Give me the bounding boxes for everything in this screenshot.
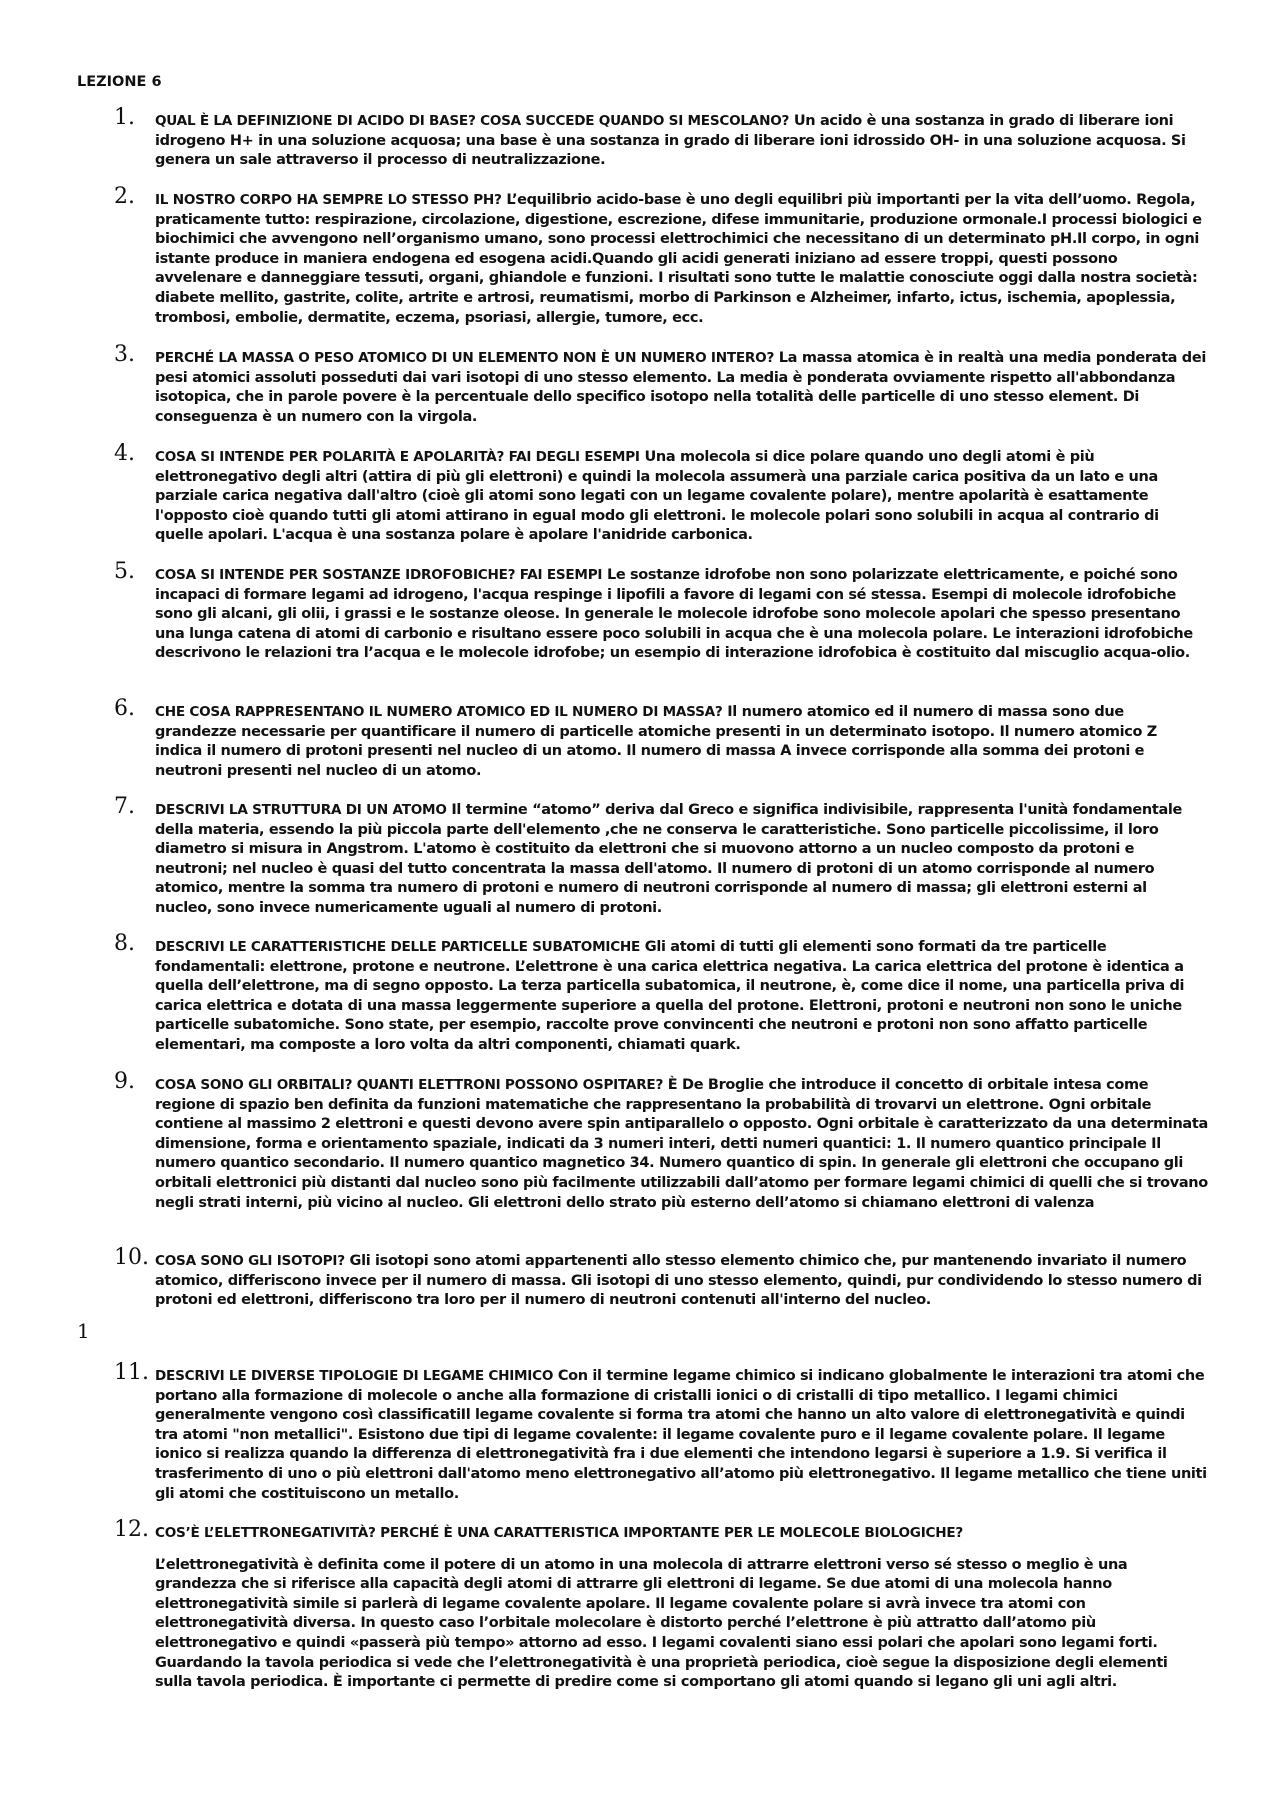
item-question: CHE COSA RAPPRESENTANO IL NUMERO ATOMICO ED IL NUMERO DI MASSA? xyxy=(155,704,723,720)
item-number: 8. xyxy=(114,931,135,956)
item-answer: Una molecola si dice polare quando uno degli atomi è più elettronegativo degli altri (attira di più gli elettroni) e quindi la molecola assumerà una parziale carica positiva da un lato e una parziale carica negativa dall'altro (cioè gli atomi sono legati con un legame covalente polare), mentre apolarità è esattamente l'opposto cioè quando tutti gli atomi attirano in egual modo gli elettroni. le molecole polari sono solubili in acqua al contrario di quelle apolari. L'acqua è una sostanza polare è apolare l'anidride carbonica. xyxy=(155,449,1159,544)
item-text xyxy=(155,1252,1208,1311)
item-text xyxy=(155,801,1208,919)
list-item xyxy=(110,696,1210,781)
item-number: 7. xyxy=(114,794,135,819)
item-number: 6. xyxy=(114,696,135,721)
item-question: DESCRIVI LE DIVERSE TIPOLOGIE DI LEGAME CHIMICO xyxy=(155,1368,554,1384)
item-answer: L’elettronegatività è definita come il potere di un atomo in una molecola di attrarre elettroni verso sé stesso o meglio è una grandezza che si riferisce alla capacità degli atomi di attrarre gli elettroni di legame. Se due atomi di una molecola hanno elettronegatività simile si parlerà di legame covalente apolare. Il legame covalente polare si avrà invece tra atomi con elettronegatività diversa. In questo caso l’orbitale molecolare è distorto perché l’elettrone è più attratto dall’atomo più elettronegativo e quindi «passerà più tempo» attorno ad esso. I legami covalenti siano essi polari che apolari sono legami forti. Guardando la tavola periodica si vede che l’elettronegatività è una proprietà periodica, cioè segue la disposizione degli elementi sulla tavola periodica. È importante ci permette di predire come si comportano gli atomi quando si legano gli uni agli altri. xyxy=(155,1556,1168,1691)
lesson-title: LEZIONE 6 xyxy=(77,74,162,90)
item-answer: La massa atomica è in realtà una media ponderata dei pesi atomici assoluti posseduti dai vari isotopi di uno stesso elemento. La media è ponderata ovviamente rispetto all'abbondanza isotopica, che in parole povere è la percentuale dello specifico isotopo nella totalità delle particelle di uno stesso element. Di conseguenza è un numero con la virgola. xyxy=(155,350,1206,425)
item-question: COSA SI INTENDE PER SOSTANZE IDROFOBICHE? FAI ESEMPI xyxy=(155,567,603,583)
item-question: COSA SONO GLI ISOTOPI? xyxy=(155,1253,345,1269)
item-answer: L’equilibrio acido-base è uno degli equilibri più importanti per la vita dell’uomo. Regola, praticamente tutto: respirazione, circolazione, digestione, escrezione, difese immunitarie, produzione ormonale.I processi biologici e biochimici che avvengono nell’organismo umano, sono processi elettrochimici che necessitano di un determinato pH.Il corpo, in ogni istante produce in maniera endogena ed esogena acidi.Quando gli acidi generati iniziano ad essere troppi, questi possono avvelenare e danneggiare tessuti, organi, ghiandole e funzioni. I risultati sono tutte le malattie conosciute oggi dalla nostra società: diabete mellito, gastrite, colite, artrite e artrosi, reumatismi, morbo di Parkinson e Alzheimer, infarto, ictus, ischemia, apoplessia, trombosi, embolie, dermatite, eczema, psoriasi, allergie, tumore, ecc. xyxy=(155,192,1202,326)
item-number: 9. xyxy=(114,1069,135,1094)
item-number: 11. xyxy=(114,1360,149,1385)
item-text xyxy=(155,1367,1208,1504)
item-answer: Gli atomi di tutti gli elementi sono formati da tre particelle fondamentali: elettrone, protone e neutrone. L’elettrone è una carica elettrica negativa. La carica elettrica del protone è identica a quella dell’elettrone, ma di segno opposto. La terza particella subatomica, il neutrone, è, come dice il nome, una particella priva di carica elettrica e dotata di una massa leggermente superiore a quella del protone. Elettroni, protoni e neutroni non sono le uniche particelle subatomiche. Sono state, per esempio, raccolte prove convincenti che neutroni e protoni non sono affatto particelle elementari, ma composte a loro volta da altri componenti, chiamati quark. xyxy=(155,939,1185,1053)
item-question: COSA SI INTENDE PER POLARITÀ E APOLARITÀ? FAI DEGLI ESEMPI xyxy=(155,449,640,465)
item-question: COS’È L’ELETTRONEGATIVITÀ? PERCHÉ È UNA CARATTERISTICA IMPORTANTE PER LE MOLECOLE BIOLOGICHE? xyxy=(155,1525,964,1541)
item-answer: Le sostanze idrofobe non sono polarizzate elettricamente, e poiché sono incapaci di formare legami ad idrogeno, l'acqua respinge i lipofili a favore di legami con sé stessa. Esempi di molecole idrofobiche sono gli alcani, gli olii, i grassi e le sostanze oleose. In generale le molecole idrofobe sono molecole apolari che spesso presentano una lunga catena di atomi di carbonio e risultano essere poco solubili in acqua che è una molecola polare. Le interazioni idrofobiche descrivono le relazioni tra l’acqua e le molecole idrofobe; un esempio di interazione idrofobica è costituito dal miscuglio acqua-olio. xyxy=(155,567,1193,662)
item-text xyxy=(155,191,1208,328)
list-item xyxy=(110,1245,1210,1311)
item-answer: Un acido è una sostanza in grado di liberare ioni idrogeno H+ in una soluzione acquosa; una base è una sostanza in grado di liberare ioni idrossido OH- in una soluzione acquosa. Si genera un sale attraverso il processo di neutralizzazione. xyxy=(155,113,1186,169)
list-item xyxy=(110,1069,1210,1213)
item-question: IL NOSTRO CORPO HA SEMPRE LO STESSO PH? xyxy=(155,192,502,208)
item-answer: Il termine “atomo” deriva dal Greco e significa indivisibile, rappresenta l'unità fondamentale della materia, essendo la più piccola parte dell'elemento ,che ne conserva le caratteristiche. Sono particelle piccolissime, il loro diametro si misura in Angstrom. L'atomo è costituito da elettroni che si muovono attorno a un nucleo composto da protoni e neutroni; nel nucleo è quasi del tutto concentrata la massa dell'atomo. Il numero di protoni di un atomo corrisponde al numero atomico, mentre la somma tra numero di protoni e numero di neutroni corrisponde al numero di massa; gli elettroni esterni al nucleo, sono invece numericamente uguali al numero di protoni. xyxy=(155,802,1182,916)
list-item xyxy=(110,559,1210,664)
item-question: COSA SONO GLI ORBITALI? QUANTI ELETTRONI POSSONO OSPITARE? xyxy=(155,1077,664,1093)
list-item xyxy=(110,105,1210,171)
item-number: 1. xyxy=(114,105,135,130)
list-item xyxy=(110,441,1210,546)
item-text xyxy=(155,703,1208,781)
item-text xyxy=(155,566,1208,664)
list-item xyxy=(110,1360,1210,1504)
list-item xyxy=(110,794,1210,919)
item-number: 2. xyxy=(114,184,135,209)
item-number: 4. xyxy=(114,441,135,466)
item-text xyxy=(155,349,1208,427)
page-number: 1 xyxy=(77,1319,90,1343)
item-number: 3. xyxy=(114,342,135,367)
list-item xyxy=(110,931,1210,1056)
item-number: 12. xyxy=(114,1517,149,1542)
list-item xyxy=(110,1517,1210,1693)
item-number: 10. xyxy=(114,1245,149,1270)
item-question: QUAL È LA DEFINIZIONE DI ACIDO DI BASE? COSA SUCCEDE QUANDO SI MESCOLANO? xyxy=(155,113,790,129)
item-question: PERCHÉ LA MASSA O PESO ATOMICO DI UN ELEMENTO NON È UN NUMERO INTERO? xyxy=(155,350,775,366)
item-number: 5. xyxy=(114,559,135,584)
item-answer: È De Broglie che introduce il concetto di orbitale intesa come regione di spazio ben definita da funzioni matematiche che rappresentano la probabilità di trovarvi un elettrone. Ogni orbitale contiene al massimo 2 elettroni e questi devono avere spin antiparallelo o opposto. Ogni orbitale è caratterizzato da una determinata dimensione, forma e orientamento spaziale, indicati da 3 numeri interi, detti numeri quantici: 1. Il numero quantico principale Il numero quantico secondario. Il numero quantico magnetico 34. Numero quantico di spin. In generale gli elettroni che occupano gli orbitali elettronici più distanti dal nucleo sono più facilmente utilizzabili dall’atomo per formare legami chimici di quelli che si trovano negli strati interni, più vicino al nucleo. Gli elettroni dello strato più esterno dell’atomo si chiamano elettroni di valenza xyxy=(155,1077,1208,1211)
item-text xyxy=(155,1076,1208,1213)
item-text xyxy=(155,1524,1208,1693)
item-text xyxy=(155,112,1208,171)
item-question: DESCRIVI LA STRUTTURA DI UN ATOMO xyxy=(155,802,447,818)
list-item xyxy=(110,184,1210,328)
item-text xyxy=(155,938,1208,1056)
item-answer: Il numero atomico ed il numero di massa sono due grandezze necessarie per quantificare il numero di particelle atomiche presenti in un determinato isotopo. Il numero atomico Z indica il numero di protoni presenti nel nucleo di un atomo. Il numero di massa A invece corrisponde alla somma dei protoni e neutroni presenti nel nucleo di un atomo. xyxy=(155,704,1157,779)
list-item xyxy=(110,342,1210,427)
item-question: DESCRIVI LE CARATTERISTICHE DELLE PARTICELLE SUBATOMICHE xyxy=(155,939,641,955)
item-text xyxy=(155,448,1208,546)
item-answer: Con il termine legame chimico si indicano globalmente le interazioni tra atomi che portano alla formazione di molecole o anche alla formazione di cristalli ionici o di cristalli di tipo metallico. I legami chimici generalmente vengono così classificatiIl legame covalente si forma tra atomi che hanno un alto valore di elettronegatività e quindi tra atomi "non metallici". Esistono due tipi di legame covalente: il legame covalente puro e il legame covalente polare. Il legame ionico si realizza quando la differenza di elettronegatività fra i due elementi che intendono legarsi è superiore a 1.9. Si verifica il trasferimento di uno o più elettroni dall'atomo meno elettronegativo all’atomo più elettronegativo. Il legame metallico che tiene uniti gli atomi che costituiscono un metallo. xyxy=(155,1368,1207,1502)
item-answer: Gli isotopi sono atomi appartenenti allo stesso elemento chimico che, pur mantenendo invariato il numero atomico, differiscono invece per il numero di massa. Gli isotopi di uno stesso elemento, quindi, pur condividendo lo stesso numero di protoni ed elettroni, differiscono tra loro per il numero di neutroni contenuti all'interno del nucleo. xyxy=(155,1253,1202,1309)
